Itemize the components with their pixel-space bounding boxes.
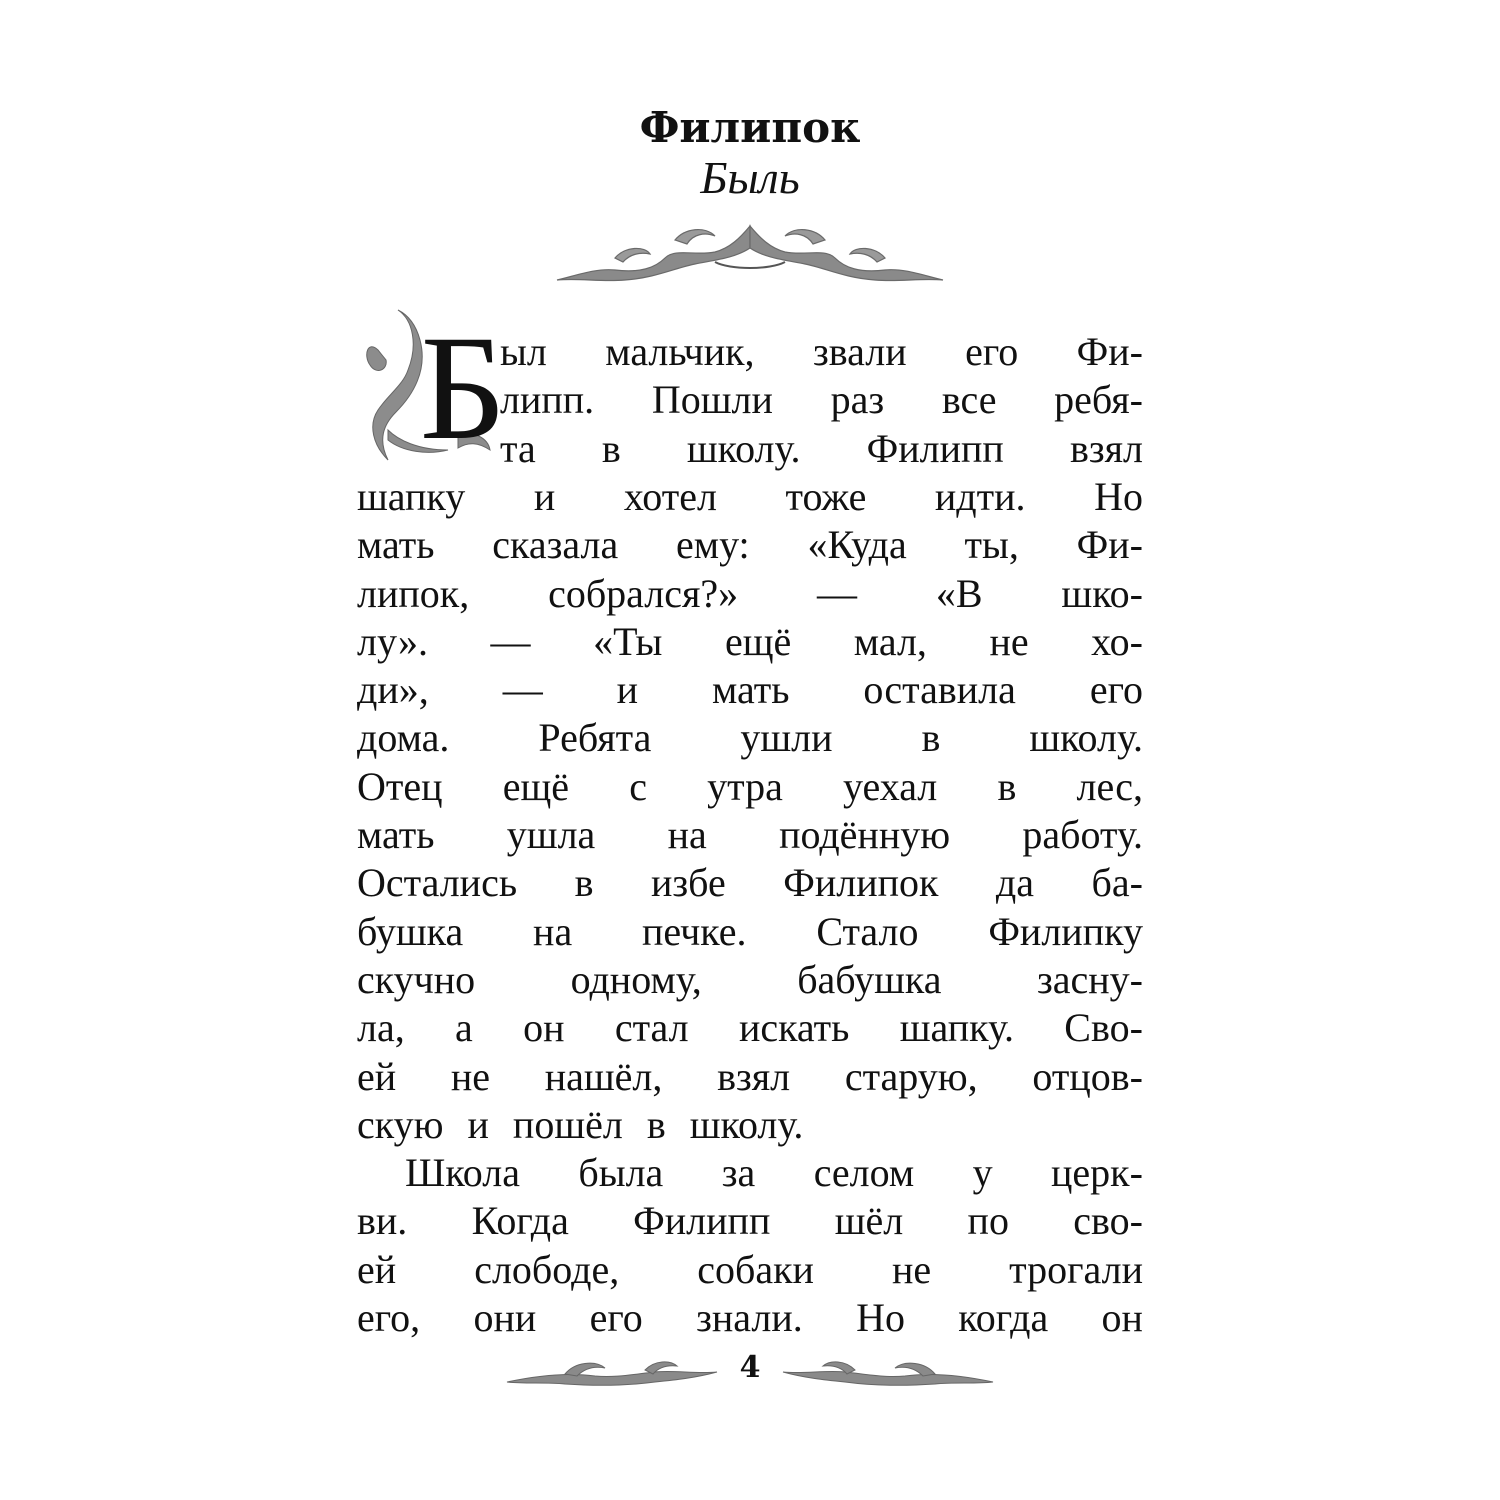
word: Остались	[357, 860, 518, 906]
word: хотел	[623, 473, 717, 519]
word: мал,	[853, 618, 927, 664]
word: школу.	[686, 425, 801, 471]
word: шапку.	[899, 1005, 1014, 1051]
story-title: Филипок	[639, 103, 861, 152]
word: пошёл	[512, 1101, 623, 1147]
word: когда	[958, 1295, 1049, 1340]
word: шапку	[357, 473, 466, 519]
text-line	[357, 1101, 1143, 1149]
word: в	[921, 715, 941, 761]
word: собрался?»	[548, 570, 739, 616]
word: Пошли	[651, 377, 773, 423]
word: печке.	[642, 908, 747, 954]
word: Ребята	[538, 715, 652, 761]
word: избе	[650, 860, 726, 906]
drop-cap-letter: Б	[419, 305, 507, 471]
word: на	[533, 908, 573, 954]
word: и	[616, 667, 639, 713]
word: с	[629, 763, 647, 809]
word: тоже	[785, 473, 867, 519]
word: его	[1089, 667, 1143, 713]
text-line	[500, 425, 1143, 473]
word: скучно	[357, 956, 476, 1002]
text-line	[357, 763, 1143, 811]
word: ему:	[676, 522, 750, 568]
word: селом	[813, 1150, 915, 1196]
word: звали	[812, 329, 907, 374]
word: одному,	[570, 956, 702, 1002]
word: собаки	[697, 1246, 814, 1292]
word: мать	[357, 522, 435, 568]
word: его	[589, 1295, 643, 1340]
word: Филипп	[866, 425, 1004, 471]
word: шёл	[834, 1198, 904, 1244]
story-subtitle: Быль	[700, 152, 800, 203]
text-line	[357, 1294, 1143, 1342]
word: оставила	[863, 667, 1016, 713]
word: сказала	[492, 522, 619, 568]
word: он	[523, 1005, 565, 1051]
word: в	[601, 425, 621, 471]
text-line	[357, 1004, 1143, 1052]
word: бабушка	[797, 956, 942, 1002]
word: ещё	[724, 618, 792, 664]
word: а	[455, 1005, 473, 1051]
word: школу.	[1029, 715, 1143, 761]
text-line	[357, 859, 1143, 907]
word: Фи-	[1076, 329, 1143, 374]
word: была	[578, 1150, 664, 1196]
footer-ornament-left-icon	[505, 1352, 720, 1394]
text-line	[357, 714, 1143, 762]
word: отцов-	[1032, 1053, 1143, 1099]
word: скую	[357, 1101, 444, 1147]
word: ушла	[506, 812, 596, 857]
word: ей	[357, 1053, 397, 1099]
word: ла,	[357, 1005, 405, 1051]
word: его	[965, 329, 1019, 374]
word: все	[941, 377, 997, 423]
word: его,	[357, 1295, 421, 1340]
text-line	[357, 666, 1143, 714]
word: Филипок	[783, 860, 939, 906]
word: стал	[614, 1005, 689, 1051]
text-line	[500, 376, 1143, 424]
text-line	[357, 521, 1143, 569]
text-line	[500, 328, 1143, 376]
word: хо-	[1091, 618, 1143, 664]
word: Фи-	[1076, 522, 1143, 568]
word: «Куда	[807, 522, 907, 568]
word: в	[646, 1101, 666, 1147]
word: уехал	[843, 763, 938, 809]
word: ребя-	[1054, 377, 1143, 423]
word: Отец	[357, 763, 443, 809]
word: «Ты	[593, 618, 663, 664]
word: знали.	[696, 1295, 803, 1340]
word: Но	[856, 1295, 905, 1340]
word: липок,	[357, 570, 470, 616]
word: ви.	[357, 1198, 408, 1244]
word: трогали	[1009, 1246, 1143, 1292]
text-line	[357, 570, 1143, 618]
text-line	[357, 1053, 1143, 1101]
word: не	[891, 1246, 932, 1292]
word: в	[574, 860, 594, 906]
title-ornament-icon	[555, 218, 945, 290]
word: Стало	[816, 908, 919, 954]
word: ещё	[502, 763, 570, 809]
word: идти.	[934, 473, 1026, 519]
word: школу.	[689, 1101, 804, 1147]
word: мальчик,	[605, 329, 755, 374]
word: «В	[935, 570, 983, 616]
page-number: 4	[739, 1350, 761, 1385]
word: Школа	[405, 1150, 520, 1196]
text-line	[357, 956, 1143, 1004]
text-line	[357, 618, 1143, 666]
word: в	[997, 763, 1017, 809]
word: лу».	[357, 618, 428, 664]
text-line	[405, 1149, 1143, 1197]
word: —	[502, 667, 543, 713]
word: ей	[357, 1246, 397, 1292]
word: церк-	[1051, 1150, 1143, 1196]
word: взял	[1069, 425, 1143, 471]
word: шко-	[1061, 570, 1143, 616]
word: у	[972, 1150, 993, 1196]
word: засну-	[1036, 956, 1143, 1002]
word: мать	[711, 667, 790, 713]
text-line	[357, 908, 1143, 956]
word: ба-	[1091, 860, 1143, 906]
footer-ornament-right-icon	[780, 1352, 995, 1394]
word: да	[995, 860, 1035, 906]
word: Филипку	[988, 908, 1143, 954]
text-line	[357, 1246, 1143, 1294]
word: работу.	[1022, 812, 1143, 857]
word: старую,	[844, 1053, 978, 1099]
word: ди»,	[357, 667, 429, 713]
word: —	[490, 618, 531, 664]
word: та	[500, 425, 536, 471]
word: утра	[707, 763, 783, 809]
word: слободе,	[474, 1246, 620, 1292]
word: раз	[830, 377, 885, 423]
word: ыл	[500, 329, 547, 374]
word: он	[1101, 1295, 1143, 1340]
word: Сво-	[1064, 1005, 1143, 1051]
word: и	[467, 1101, 489, 1147]
word: взял	[717, 1053, 791, 1099]
word: на	[667, 812, 707, 857]
word: ты,	[964, 522, 1019, 568]
word: не	[450, 1053, 491, 1099]
word: липп.	[500, 377, 595, 423]
word: ушли	[740, 715, 833, 761]
word: Филипп	[633, 1198, 771, 1244]
word: по	[967, 1198, 1009, 1244]
word: за	[721, 1150, 756, 1196]
word: Но	[1094, 473, 1143, 519]
word: дома.	[357, 715, 450, 761]
word: подённую	[779, 812, 951, 857]
word: сво-	[1073, 1198, 1143, 1244]
word: они	[473, 1295, 537, 1340]
word: нашёл,	[544, 1053, 663, 1099]
text-line	[357, 473, 1143, 521]
word: не	[989, 618, 1029, 664]
word: —	[817, 570, 858, 616]
word: искать	[738, 1005, 850, 1051]
word: бушка	[357, 908, 464, 954]
word: мать	[357, 812, 435, 857]
text-line	[357, 811, 1143, 859]
word: лес,	[1076, 763, 1143, 809]
text-line	[357, 1197, 1143, 1245]
word: Когда	[471, 1198, 569, 1244]
word: и	[533, 473, 556, 519]
